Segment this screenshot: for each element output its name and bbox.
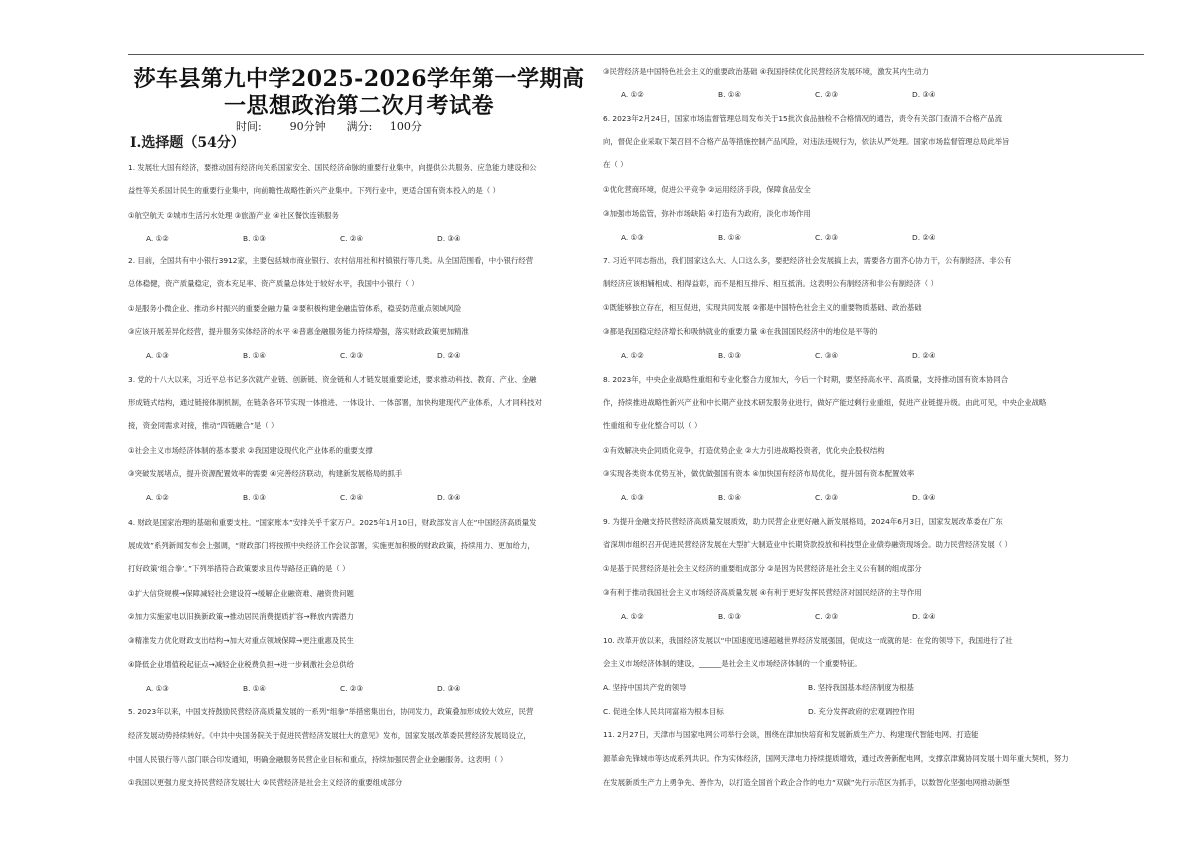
question-text-line: ③加强市场监管，弥补市场缺陷 ④打造有为政府，淡化市场作用 xyxy=(603,209,811,218)
answer-option: B. ①③ xyxy=(243,493,267,502)
question-text-line: ④降低企业增值税起征点→减轻企业税费负担→进一步刺激社会总供给 xyxy=(128,660,354,669)
question-text-line: ①既能够独立存在，相互促进，实现共同发展 ②都是中国特色社会主义的重要物质基础、政治基础 xyxy=(603,303,922,312)
question-text-line: ①优化营商环境，促进公平竞争 ②运用经济手段，保障食品安全 xyxy=(603,185,811,194)
answer-option: A. ①② xyxy=(146,493,169,502)
answer-option: D. ②④ xyxy=(912,351,936,360)
answer-option: D. ③④ xyxy=(437,493,461,502)
exam-meta: 时间: 90分钟 满分: 100分 xyxy=(236,120,422,133)
answer-option: D. ②④ xyxy=(912,233,936,242)
answer-options xyxy=(621,612,1009,622)
answer-option: B. ①③ xyxy=(718,351,742,360)
answer-option: A. ①③ xyxy=(146,684,169,693)
answer-option: A. ①② xyxy=(621,90,644,99)
answer-options xyxy=(146,234,534,244)
answer-option: C. ③④ xyxy=(815,351,839,360)
question-text-line: 接，资金同需求对接，推动“四链融合”是（ ） xyxy=(128,421,279,430)
answer-option: B. ①④ xyxy=(718,493,742,502)
answer-option: C. ②④ xyxy=(340,234,364,243)
answer-option: D. ③④ xyxy=(912,493,936,502)
question-text-line: 向，督促企业采取下架召回不合格产品等措施控制产品风险，对违法违规行为，依法从严处理。国家市场监督管理总局此举旨 xyxy=(603,137,1010,146)
question-text-line: 10. 改革开放以来，我国经济发展以“中国速度迅速超越世界经济发展强国，促成这一成就的是：在党的领导下，我国进行了社 xyxy=(603,636,1013,645)
answer-option: A. ①③ xyxy=(621,493,644,502)
answer-option: C. ②③ xyxy=(815,233,839,242)
answer-option: A. 坚持中国共产党的领导 xyxy=(603,683,687,692)
answer-option: B. ①④ xyxy=(718,90,742,99)
answer-options xyxy=(146,684,534,694)
answer-option: C. ②④ xyxy=(340,493,364,502)
question-text-line: 作，持续推进战略性新兴产业和中长期产业技术研发服务业进行，做好产能过剩行业重组，促进产业链提升级。由此可见，中央企业战略 xyxy=(603,398,1047,407)
question-text-line: ③突破发展堵点，提升资源配置效率的需要 ④完善经济联动，构建新发展格局的抓手 xyxy=(128,469,403,478)
question-text-line: ①是基于民营经济是社会主义经济的重要组成部分 ②是因为民营经济是社会主义公有制的组成部分 xyxy=(603,564,922,573)
question-text-line: ②加力实施家电以旧换新政策→推动居民消费提质扩容→释放内需潜力 xyxy=(128,612,354,621)
answer-option: C. ②③ xyxy=(815,612,839,621)
question-text-line: 中国人民银行等八部门联合印发通知，明确金融服务民营企业目标和重点，持续加强民营企业金融服务。这表明（ ） xyxy=(128,755,508,764)
answer-options xyxy=(621,493,1009,503)
answer-option: D. ③④ xyxy=(912,90,936,99)
question-text-line: 省深圳市组织召开促进民营经济发展在大型扩大制造业中长期贷款投放和科技型企业债券融资现场会。助力民营经济发展（ ） xyxy=(603,540,1012,549)
question-text-line: 会主义市场经济体制的建设，______是社会主义市场经济体制的一个重要特征。 xyxy=(603,659,862,668)
question-text-line: ③民营经济是中国特色社会主义的重要政治基础 ④我国持续优化民营经济发展环境，激发其内生动力 xyxy=(603,67,930,76)
question-text-line: 8. 2023年，中央企业战略性重组和专业化整合力度加大，今后一个时期，要坚持高水平、高质量，支持推动国有资本协同合 xyxy=(603,375,1009,384)
question-text-line: 益性等关系国计民生的重要行业集中，向前瞻性战略性新兴产业集中。下列行业中，更适合国有资本投入的是（ ） xyxy=(128,186,500,195)
question-text-line: 9. 为提升金融支持民营经济高质量发展质效，助力民营企业更好融入新发展格局，2024年6月3日，国家发展改革委在广东 xyxy=(603,517,1003,526)
answer-option: C. ②③ xyxy=(815,90,839,99)
answer-option: B. ①③ xyxy=(718,612,742,621)
answer-option: D. ②④ xyxy=(912,612,936,621)
question-text-line: 11. 2月27日，天津市与国家电网公司举行会谈，围绕在津加快培育和发展新质生产力、构建现代智能电网、打造能 xyxy=(603,730,979,739)
answer-option: C. ②③ xyxy=(815,493,839,502)
answer-option: B. 坚持我国基本经济制度为根基 xyxy=(808,683,914,692)
question-text-line: ①扩大信贷规模→保障减轻社会建设符→缓解企业融资难、融资贵问题 xyxy=(128,589,354,598)
answer-option: C. ②③ xyxy=(340,684,364,693)
question-text-line: ③应该开展差异化经营，提升服务实体经济的水平 ④普惠金融服务能力持续增强，落实财政政策更加精准 xyxy=(128,327,469,336)
answer-options xyxy=(146,351,534,361)
question-text-line: ③都是我国稳定经济增长和吸纳就业的重要力量 ④在我国国民经济中的地位是平等的 xyxy=(603,327,878,336)
answer-option: A. ①② xyxy=(621,351,644,360)
answer-options xyxy=(603,707,1013,717)
answer-option: B. ①④ xyxy=(243,351,267,360)
question-text-line: 1. 发展壮大国有经济，要推动国有经济向关系国家安全、国民经济命脉的重要行业集中，向提供公共服务、应急能力建设和公 xyxy=(128,163,537,172)
exam-title-line2: 一思想政治第二次月考试卷 xyxy=(223,93,494,119)
question-text-line: 展成效”系列新闻发布会上强调，“财政部门将按照中央经济工作会议部署，实施更加积极的财政政策，持续用力、更加给力， xyxy=(128,541,535,550)
question-text-line: 6. 2023年2月24日，国家市场监督管理总局发布关于15批次食品抽检不合格情况的通告，责令有关部门查清不合格产品流 xyxy=(603,114,1003,123)
answer-option: C. ②③ xyxy=(340,351,364,360)
question-text-line: 打好政策‘组合拳’。”下列举措符合政策要求且传导路径正确的是（ ） xyxy=(128,564,350,573)
question-text-line: 经济发展动势持续转好。《中共中央国务院关于促进民营经济发展壮大的意见》发布，国家发展改革委民营经济发展局设立， xyxy=(128,731,531,740)
question-text-line: ①航空航天 ②城市生活污水处理 ③旅游产业 ④社区餐饮连锁服务 xyxy=(128,211,339,220)
question-text-line: 总体稳健，资产质量稳定，资本充足率、资产质量总体处于较好水平，我国中小银行（ ） xyxy=(128,279,419,288)
answer-option: A. ①② xyxy=(146,234,169,243)
question-text-line: ①我国以更强力度支持民营经济发展壮大 ②民营经济是社会主义经济的重要组成部分 xyxy=(128,778,403,787)
question-text-line: ①社会主义市场经济体制的基本要求 ②我国建设现代化产业体系的重要支撑 xyxy=(128,446,373,455)
section-heading: Ⅰ.选择题（54分） xyxy=(130,135,245,151)
answer-option: D. ③④ xyxy=(437,234,461,243)
answer-option: D. ③④ xyxy=(437,684,461,693)
answer-options xyxy=(621,233,1009,243)
answer-options xyxy=(146,493,534,503)
question-text-line: 形成链式结构，通过链接体制机制，在链条各环节实现一体推进、一体设计、一体部署，加快构建现代产业体系，人才同科技对 xyxy=(128,398,542,407)
question-text-line: ③有利于推动我国社会主义市场经济高质量发展 ④有利于更好发挥民营经济对国民经济的主导作用 xyxy=(603,588,922,597)
answer-option: B. ①④ xyxy=(243,684,267,693)
question-text-line: 制经济应该相辅相成、相得益彰，而不是相互排斥、相互抵消。这表明公有制经济和非公有制经济（ ） xyxy=(603,279,938,288)
question-text-line: 源革命先锋城市等达成系列共识。作为实体经济，国网天津电力持续提质增效，通过改善新配电网，支撑京津冀协同发展十周年重大契机，努力 xyxy=(603,754,1069,763)
answer-option: D. ②④ xyxy=(437,351,461,360)
question-text-line: 7. 习近平同志指出，我们国家这么大、人口这么多，要把经济社会发展搞上去，需要各方面齐心协力干，公有制经济、非公有 xyxy=(603,256,1012,265)
question-text-line: ①是服务小微企业、推动乡村振兴的重要金融力量 ②要积极构建金融监管体系，稳妥防范重点领域风险 xyxy=(128,304,462,313)
exam-title-line1: 莎车县第九中学2025-2026学年第一学期高 xyxy=(133,66,585,92)
question-text-line: ③实现各类资本优势互补，做优做强国有资本 ④加快国有经济布局优化，提升国有资本配置效率 xyxy=(603,469,915,478)
answer-option: A. ①② xyxy=(621,612,644,621)
answer-options xyxy=(621,351,1009,361)
question-text-line: 5. 2023年以来，中国支持鼓励民营经济高质量发展的一系列“组拳”举措密集出台，协同发力，政策叠加形成较大效应，民营 xyxy=(128,707,534,716)
answer-option: A. ①③ xyxy=(621,233,644,242)
answer-options xyxy=(603,683,1013,693)
answer-option: B. ①③ xyxy=(243,234,267,243)
question-text-line: 在（ ） xyxy=(603,160,628,169)
question-text-line: 性重组和专业化整合可以（ ） xyxy=(603,421,702,430)
answer-option: D. 充分发挥政府的宏观调控作用 xyxy=(808,707,915,716)
answer-option: C. 促进全体人民共同富裕为根本目标 xyxy=(603,707,724,716)
question-text-line: ①有效解决央企同质化竞争，打造优势企业 ②大力引进战略投资者，优化央企股权结构 xyxy=(603,446,885,455)
question-text-line: 2. 目前，全国共有中小银行3912家，主要包括城市商业银行、农村信用社和村镇银行等几类。从全国范围看，中小银行经营 xyxy=(128,256,534,265)
answer-option: A. ①③ xyxy=(146,351,169,360)
question-text-line: ③精准发力优化财政支出结构→加大对重点领域保障→更注重惠及民生 xyxy=(128,636,354,645)
answer-option: B. ①④ xyxy=(718,233,742,242)
top-rule xyxy=(128,54,1144,55)
answer-options xyxy=(621,90,1009,100)
question-text-line: 4. 财政是国家治理的基础和重要支柱。“国家账本”安排关乎千家万户。2025年1月10日，财政部发言人在“中国经济高质量发 xyxy=(128,518,537,527)
question-text-line: 在发展新质生产力上勇争先、善作为，以打造全国首个政企合作的电力“双碳”先行示范区为抓手，以数智化坚强电网推动新型 xyxy=(603,778,1010,787)
question-text-line: 3. 党的十八大以来，习近平总书记多次就产业链、创新链、资金链和人才链发展重要论述，要求推动科技、教育、产业、金融 xyxy=(128,375,537,384)
